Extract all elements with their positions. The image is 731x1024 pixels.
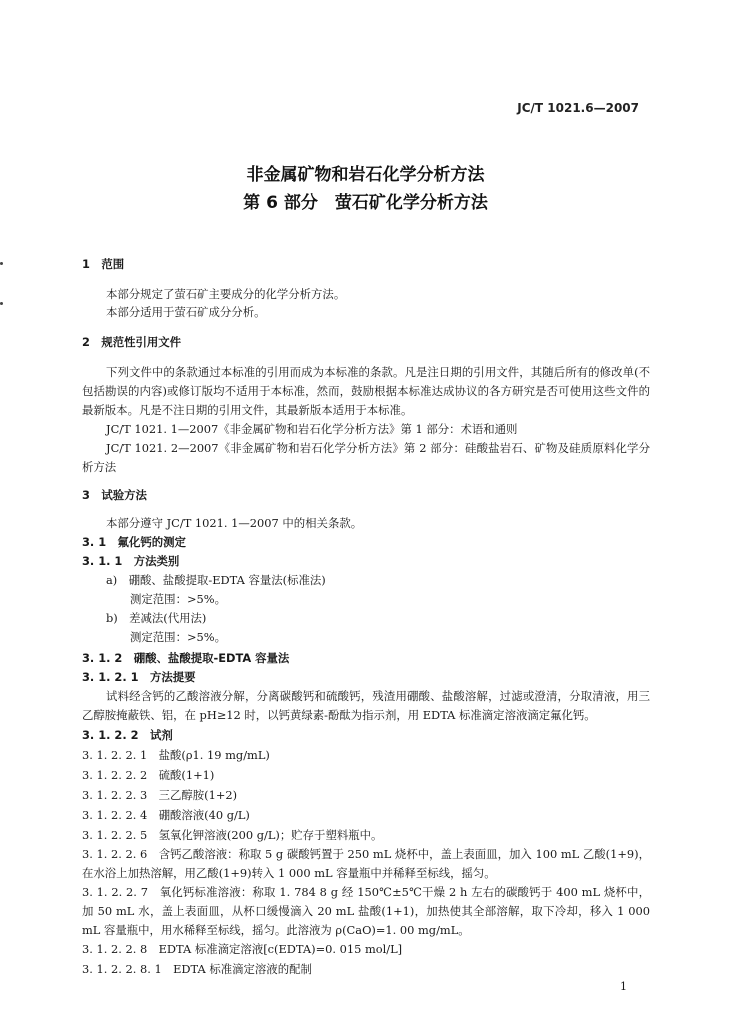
reagent-item: 3. 1. 2. 2. 8. 1 EDTA 标准滴定溶液的配制 bbox=[82, 962, 312, 976]
reference-item-1: JC/T 1021. 1—2007《非金属矿物和岩石化学分析方法》第 1 部分：术语和通则 bbox=[106, 422, 518, 436]
methods-paragraph: 本部分遵守 JC/T 1021. 1—2007 中的相关条款。 bbox=[106, 516, 363, 530]
document-title-line2: 第 6 部分 萤石矿化学分析方法 bbox=[243, 193, 488, 213]
section-heading-methods: 3 试验方法 bbox=[82, 488, 147, 502]
document-title-line1: 非金属矿物和岩石化学分析方法 bbox=[246, 165, 485, 185]
method-summary-paragraph: 试料经含钙的乙酸溶液分解，分离碳酸钙和硫酸钙，残渣用硼酸、盐酸溶解，过滤或澄清，分取清液，用三乙醇胺掩蔽铁、铝，在 pH≥12 时，以钙黄绿素-酚酞为指示剂，用 EDTA 标准滴定溶液滴定氟化钙。 bbox=[82, 689, 650, 722]
reagent-item: 3. 1. 2. 2. 4 硼酸溶液(40 g/L) bbox=[82, 808, 250, 822]
subsection-reagents: 3. 1. 2. 2 试剂 bbox=[82, 728, 173, 742]
method-item-a: a) 硼酸、盐酸提取-EDTA 容量法(标准法) bbox=[106, 573, 326, 587]
scan-mark bbox=[0, 262, 3, 265]
scan-mark bbox=[0, 302, 3, 305]
reference-item-2: JC/T 1021. 2—2007《非金属矿物和岩石化学分析方法》第 2 部分：硅酸盐岩石、矿物及硅质原料化学分析方法 bbox=[82, 441, 650, 474]
reagent-item: 3. 1. 2. 2. 8 EDTA 标准滴定溶液[c(EDTA)=0. 015 mol/L] bbox=[82, 942, 403, 956]
method-item-a-range: 测定范围：>5%。 bbox=[130, 592, 226, 606]
standard-number: JC/T 1021.6—2007 bbox=[517, 101, 639, 115]
subsection-edta-method: 3. 1. 2 硼酸、盐酸提取-EDTA 容量法 bbox=[82, 651, 290, 665]
reagent-item: 3. 1. 2. 2. 7 氧化钙标准溶液：称取 1. 784 8 g 经 150℃±5℃干燥 2 h 左右的碳酸钙于 400 mL 烧杯中，加 50 mL 水，盖上表面皿，从杯口缓慢滴入 20 mL 盐酸(1+1)，加热使其全部溶解，取下冷却，移入 1 000 mL 容量瓶中，用水稀释至标线，摇匀。此溶液为 ρ(CaO)=1. 00 mg/mL。 bbox=[82, 885, 650, 937]
references-paragraph: 下列文件中的条款通过本标准的引用而成为本标准的条款。凡是注日期的引用文件，其随后所有的修改单(不包括勘误的内容)或修订版均不适用于本标准，然而，鼓励根据本标准达成协议的各方研究是否可使用这些文件的最新版本。凡是不注日期的引用文件，其最新版本适用于本标准。 bbox=[82, 365, 650, 417]
reagent-item: 3. 1. 2. 2. 3 三乙醇胺(1+2) bbox=[82, 788, 238, 802]
section-heading-scope: 1 范围 bbox=[82, 257, 125, 271]
method-item-b: b) 差减法(代用法) bbox=[106, 611, 207, 625]
reagent-item: 3. 1. 2. 2. 1 盐酸(ρ1. 19 mg/mL) bbox=[82, 748, 270, 762]
section-heading-references: 2 规范性引用文件 bbox=[82, 335, 182, 349]
subsection-method-summary: 3. 1. 2. 1 方法提要 bbox=[82, 670, 196, 684]
page-number: 1 bbox=[620, 980, 627, 993]
method-item-b-range: 测定范围：>5%。 bbox=[130, 630, 226, 644]
subsection-caf2: 3. 1 氟化钙的测定 bbox=[82, 535, 186, 549]
reagent-item: 3. 1. 2. 2. 6 含钙乙酸溶液：称取 5 g 碳酸钙置于 250 mL 烧杯中，盖上表面皿，加入 100 mL 乙酸(1+9)，在水浴上加热溶解，用乙酸(1+9)转入 1 000 mL 容量瓶中并稀释至标线，摇匀。 bbox=[82, 847, 650, 880]
reagent-item: 3. 1. 2. 2. 2 硫酸(1+1) bbox=[82, 768, 215, 782]
subsection-method-category: 3. 1. 1 方法类别 bbox=[82, 554, 180, 568]
scope-paragraph-2: 本部分适用于萤石矿成分分析。 bbox=[106, 305, 266, 319]
scope-paragraph-1: 本部分规定了萤石矿主要成分的化学分析方法。 bbox=[106, 287, 346, 301]
reagent-item: 3. 1. 2. 2. 5 氢氧化钾溶液(200 g/L)；贮存于塑料瓶中。 bbox=[82, 828, 383, 842]
